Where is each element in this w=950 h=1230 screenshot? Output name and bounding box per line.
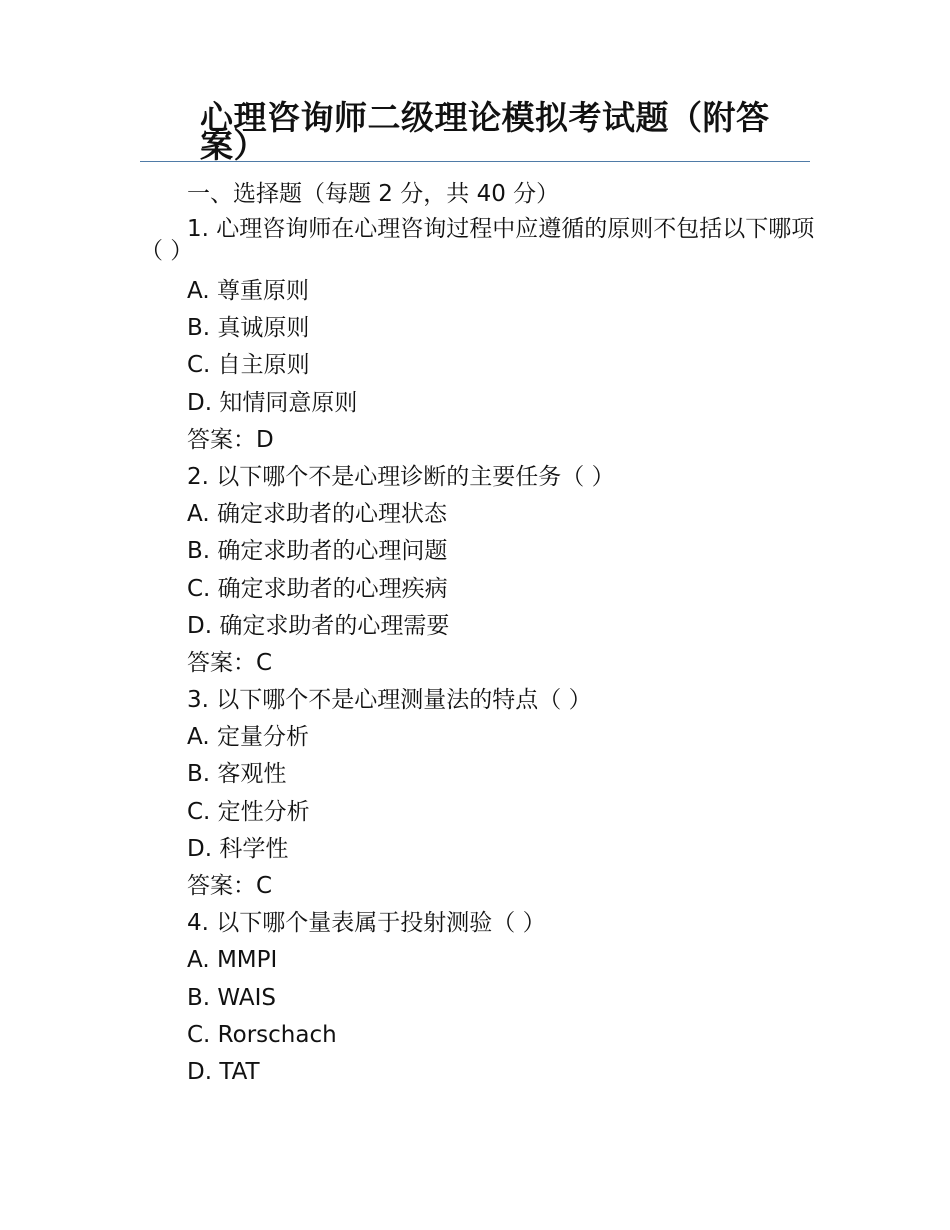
option-2d: D. 确定求助者的心理需要 — [187, 612, 450, 639]
document-title: 心理咨询师二级理论模拟考试题（附答案） — [200, 98, 770, 165]
question-1-stem: 1. 心理咨询师在心理咨询过程中应遵循的原则不包括以下哪项（ ） — [140, 216, 815, 264]
section-heading: 一、选择题（每题 2 分，共 40 分） — [187, 181, 560, 207]
option-2a: A. 确定求助者的心理状态 — [187, 501, 447, 528]
option-3d: D. 科学性 — [187, 835, 289, 862]
option-3c: C. 定性分析 — [187, 798, 310, 825]
option-1c: C. 自主原则 — [187, 352, 310, 379]
question-3-stem: 3. 以下哪个不是心理测量法的特点（ ） — [187, 687, 592, 714]
answer-2: 答案：C — [187, 649, 273, 676]
option-4a: A. MMPI — [187, 947, 278, 974]
option-1b: B. 真诚原则 — [187, 315, 310, 342]
option-4c: C. Rorschach — [187, 1021, 337, 1048]
option-3a: A. 定量分析 — [187, 724, 309, 751]
option-3b: B. 客观性 — [187, 761, 287, 788]
option-2b: B. 确定求助者的心理问题 — [187, 538, 448, 565]
question-4-stem: 4. 以下哪个量表属于投射测验（ ） — [187, 910, 546, 937]
answer-3: 答案：C — [187, 873, 273, 899]
option-1d: D. 知情同意原则 — [187, 389, 358, 416]
option-4b: B. WAIS — [187, 984, 277, 1011]
option-4d: D. TAT — [187, 1058, 260, 1085]
title-block — [140, 98, 810, 165]
option-1a: A. 尊重原则 — [187, 278, 309, 304]
answer-1: 答案：D — [187, 426, 274, 453]
question-list — [187, 275, 615, 1093]
question-2-stem: 2. 以下哪个不是心理诊断的主要任务（ ） — [187, 463, 615, 490]
option-2c: C. 确定求助者的心理疾病 — [187, 575, 448, 602]
